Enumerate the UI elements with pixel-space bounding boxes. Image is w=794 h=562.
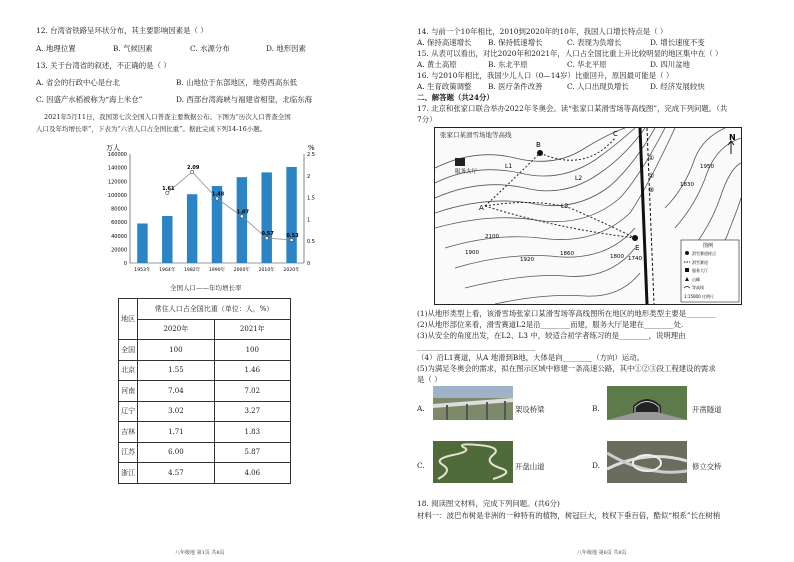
legend-item-6: 1:15000 比例尺 xyxy=(684,294,714,299)
q13-option-b: B. 山地位于东部地区，地势西高东低 xyxy=(176,78,297,87)
q17-sub-5b: 是（ ） xyxy=(417,375,442,384)
growth-rate-label: 0.57 xyxy=(261,231,274,238)
q17-sub-2: (2)从地形部位来看，滑雪赛道L2是沿________而建，服务大厅是建在________处. xyxy=(417,320,684,329)
x-tick-label: 2010年 xyxy=(258,268,275,273)
question-15: 15. 从表可以看出，对比2020年和2021年，人口占全国比重上升比较明显的地区集中在（ ） xyxy=(417,49,723,58)
table-header-2021: 2021年 xyxy=(214,319,290,340)
q17-sub-5a: (5)为满足冬奥会的需求，拟在图示区域中修建一条高速公路，其中①②③段工程建设的需求 xyxy=(417,364,716,373)
chart-caption: 全国人口——年均增长率 xyxy=(170,284,242,292)
legend-item-1: 滑雪赛道终点 xyxy=(692,251,716,256)
photo-option-c-letter: C. xyxy=(417,461,425,470)
y-left-tick: 100000 xyxy=(107,192,127,199)
q12-option-b: B. 气候因素 xyxy=(113,44,153,53)
table-cell: 5.87 xyxy=(214,442,290,463)
table-cell: 100 xyxy=(214,340,290,361)
q13-option-c: C. 因盛产水稻被称为“海上米仓” xyxy=(36,95,143,104)
map-label-1800: 1800 xyxy=(610,254,624,260)
population-chart xyxy=(92,140,322,295)
peak-b-marker xyxy=(537,150,543,156)
right-footer: 八年级地 第6页 共8页 xyxy=(577,550,627,556)
q14-option-d: D. 增长速度不变 xyxy=(650,38,705,47)
table-cell: 3.27 xyxy=(214,401,290,422)
map-label-c: C xyxy=(613,130,618,138)
growth-rate-label: 1.61 xyxy=(162,185,175,192)
map-label-1950: 1950 xyxy=(700,164,714,170)
population-bar xyxy=(162,216,172,263)
map-label-c1: ① xyxy=(648,154,655,162)
table-row xyxy=(119,340,291,361)
map-title: 张家口某滑雪场地等高线 xyxy=(440,131,512,139)
table-cell: 4.06 xyxy=(214,463,290,484)
x-tick-label: 2000年 xyxy=(233,268,251,273)
y-left-tick: 0 xyxy=(123,261,127,267)
q16-option-d: D. 经济发展较快 xyxy=(650,82,705,91)
question-17-line-1: 17. 北京和张家口联合举办2022年冬奥会。读“张家口某滑雪场等高线图”，完成下列问题。（共 xyxy=(417,104,728,113)
q12-option-a: A. 地理位置 xyxy=(36,44,76,53)
y-right-tick: 0 xyxy=(307,261,311,267)
map-label-c2: ② xyxy=(648,172,655,180)
mountain-road-photo xyxy=(433,441,513,483)
chart-svg xyxy=(92,140,322,285)
x-tick-label: 1953年 xyxy=(134,268,151,273)
map-label-c3: ③ xyxy=(648,186,655,194)
q14-option-a: A. 保持高速增长 xyxy=(417,38,472,47)
map-label-1860: 1860 xyxy=(560,251,574,257)
y-right-tick: 1 xyxy=(307,217,311,224)
q15-option-a: A. 黄土高原 xyxy=(417,60,457,69)
question-13: 13. 关于台湾省的叙述，不正确的是（ ） xyxy=(36,61,171,70)
y-right-title: % xyxy=(308,144,315,152)
table-cell: 6.00 xyxy=(138,442,214,463)
table-cell: 浙江 xyxy=(119,463,138,484)
photo-option-b-label: 开凿隧道 xyxy=(692,405,722,414)
question-17-line-2: 7分） xyxy=(417,115,437,124)
table-cell: 4.57 xyxy=(138,463,214,484)
q15-option-b: B. 东北平原 xyxy=(488,60,528,69)
growth-rate-label: 1.07 xyxy=(236,209,250,216)
tunnel-photo xyxy=(607,386,687,420)
legend-item-3: 服务大厅 xyxy=(692,268,708,273)
table-cell: 1.46 xyxy=(214,360,290,381)
y-left-tick: 40000 xyxy=(111,233,127,240)
y-right-tick: 0.5 xyxy=(307,239,315,246)
y-right-tick: 2 xyxy=(307,173,311,180)
table-cell: 河南 xyxy=(119,381,138,402)
map-label-1830: 1830 xyxy=(680,182,694,188)
photo-option-a-label: 架设桥梁 xyxy=(515,405,545,414)
photo-option-d-label: 修立交桥 xyxy=(692,462,722,471)
question-12: 12. 台湾省铁路呈环状分布，其主要影响因素是（ ） xyxy=(36,26,208,35)
table-row xyxy=(119,422,291,443)
population-bar xyxy=(261,172,271,263)
y-left-tick: 140000 xyxy=(107,165,127,172)
table-cell: 7.02 xyxy=(214,381,290,402)
map-label-l2: L2 xyxy=(575,175,583,182)
legend-item-5: 等高线 xyxy=(692,285,704,290)
x-tick-label: 2020年 xyxy=(283,268,300,273)
q12-option-d: D. 地形因素 xyxy=(266,44,306,53)
y-left-tick: 120000 xyxy=(107,179,127,186)
population-bar xyxy=(286,167,296,263)
intro-line-2: 人口及年均增长率”，下表为“六省人口占全国比重”。据此完成下列14-16小题。 xyxy=(36,125,267,133)
question-16: 16. 与2010年相比，我国少儿人口（0—14岁）比重回升，原因最可能是（ ） xyxy=(417,71,674,80)
q16-option-b: B. 医疗条件改善 xyxy=(488,82,543,91)
north-arrow-label: N xyxy=(729,133,736,142)
map-label-l3: L3 xyxy=(561,203,569,210)
photo-option-d-letter: D. xyxy=(592,461,601,470)
q17-sub-3: (3)从安全的角度出发，在L2、L3 中，较适合初学者练习的是________，说明理由 xyxy=(417,331,686,340)
section-heading: 二、解答题（共24分） xyxy=(417,93,494,102)
table-row xyxy=(119,360,291,381)
contour-map xyxy=(434,127,742,305)
table-cell: 全国 xyxy=(119,340,138,361)
q17-sub-1: (1)从地形类型上看，该滑雪场张家口某滑雪场等高线图所在地区的地形类型主要是________ xyxy=(417,309,716,318)
growth-rate-label: 2.09 xyxy=(186,164,200,171)
map-label-b: B xyxy=(536,141,541,149)
q14-option-b: B. 保持低速增长 xyxy=(488,38,543,47)
q12-option-c: C. 水源分布 xyxy=(190,44,230,53)
q13-option-a: A. 省会的行政中心是台北 xyxy=(36,78,120,87)
q13-option-d: D. 西部台湾海峡与福建省相望，北临东海 xyxy=(176,95,313,104)
y-right-tick: 2.5 xyxy=(307,152,315,158)
legend-item-4: 山峰 xyxy=(692,277,700,282)
y-left-tick: 80000 xyxy=(111,206,127,213)
y-right-tick: 1.5 xyxy=(307,195,315,202)
photo-option-b-letter: B. xyxy=(592,404,600,413)
map-legend xyxy=(681,240,739,302)
table-cell: 辽宁 xyxy=(119,401,138,422)
table-cell: 1.83 xyxy=(214,422,290,443)
growth-rate-label: 1.48 xyxy=(211,191,225,198)
table-cell: 100 xyxy=(138,340,214,361)
table-cell: 北京 xyxy=(119,360,138,381)
map-label-1740: 1740 xyxy=(628,256,642,262)
q15-option-c: C. 华北平原 xyxy=(567,60,607,69)
map-label-e: E xyxy=(635,244,640,252)
q15-option-d: D. 四川盆地 xyxy=(650,60,690,69)
legend-item-2: 滑雪赛道 xyxy=(692,260,708,265)
table-row xyxy=(119,442,291,463)
table-cell: 3.02 xyxy=(138,401,214,422)
map-label-1900: 1900 xyxy=(465,250,479,256)
q16-option-c: C. 人口出现负增长 xyxy=(567,82,629,91)
y-left-tick: 20000 xyxy=(111,247,127,254)
q17-sub-4: （4）沿L1赛道，从A 地滑到B地，大体是向________（方向）运动。 xyxy=(417,353,644,362)
x-tick-label: 1964年 xyxy=(159,268,176,273)
x-tick-label: 1990年 xyxy=(208,268,226,273)
q16-option-a: A. 生育政策调整 xyxy=(417,82,472,91)
question-14: 14. 与前一个10年相比，2010到2020年的10年，我国人口增长特点是（ ） xyxy=(417,27,668,36)
q14-option-c: C. 表现为负增长 xyxy=(567,38,622,47)
population-bar xyxy=(187,194,197,263)
north-arrow-icon xyxy=(728,141,734,154)
map-label-1920: 1920 xyxy=(520,257,534,263)
q17-sub-3-answer: ________________________________ xyxy=(417,342,536,351)
table-row xyxy=(119,381,291,402)
population-table xyxy=(118,298,291,484)
interchange-photo xyxy=(607,441,687,483)
table-header-2020: 2020年 xyxy=(138,319,214,340)
bridge-photo xyxy=(433,386,513,420)
y-left-tick: 60000 xyxy=(111,220,127,227)
endpoint-e-marker xyxy=(632,235,638,241)
table-row xyxy=(119,463,291,484)
table-cell: 吉林 xyxy=(119,422,138,443)
population-bar xyxy=(137,223,147,263)
growth-rate-label: 0.53 xyxy=(286,232,299,239)
table-cell: 1.71 xyxy=(138,422,214,443)
map-label-a: A xyxy=(479,204,484,212)
legend-title: 图例 xyxy=(703,243,714,249)
y-left-title: 万人 xyxy=(106,144,120,152)
table-header-share: 常住人口占全国比重（单位：人，%） xyxy=(138,299,291,320)
question-18: 18. 阅读图文材料，完成下列问题。(共6分) xyxy=(417,499,560,508)
service-hall-icon xyxy=(455,158,465,166)
photo-option-a-letter: A. xyxy=(417,404,425,413)
table-header-region: 地区 xyxy=(119,299,138,340)
table-cell: 7.04 xyxy=(138,381,214,402)
table-cell: 江苏 xyxy=(119,442,138,463)
map-label-l1: L1 xyxy=(505,163,513,170)
table-cell: 1.55 xyxy=(138,360,214,381)
growth-rate-line xyxy=(167,172,291,240)
map-service-label: 服务大厅 xyxy=(455,169,478,175)
photo-option-c-label: 开盘山道 xyxy=(515,462,545,471)
question-18-material: 材料一：波巴布树是非洲的一种特有的植物，树冠巨大，枝权下垂百倍，酷似“根系”长在树梢 xyxy=(417,511,721,520)
left-footer: 八年级地 第1页 共8页 xyxy=(175,550,225,556)
x-tick-label: 1982年 xyxy=(183,268,201,273)
y-left-tick: 160000 xyxy=(107,152,127,158)
intro-line-1: 2021年5月11日，我国第七次全国人口普查主要数据公布。下图为“历次人口普查全国 xyxy=(44,113,291,121)
map-label-2100: 2100 xyxy=(485,234,499,240)
table-row xyxy=(119,401,291,422)
